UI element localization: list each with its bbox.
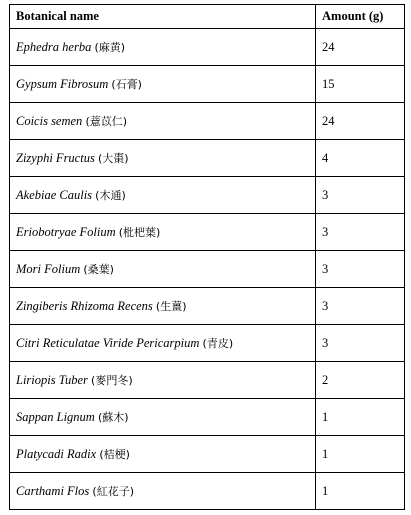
table-body <box>10 29 405 510</box>
table-row <box>10 214 405 251</box>
amount-cell: 1 <box>316 473 405 510</box>
botanical-name-cell <box>10 362 316 399</box>
chinese-name: (紅花子) <box>92 485 134 498</box>
chinese-name: (石膏) <box>111 78 142 91</box>
botanical-name-cell <box>10 177 316 214</box>
amount-cell: 24 <box>316 103 405 140</box>
latin-name: Mori Folium <box>16 262 81 276</box>
amount-cell: 4 <box>316 140 405 177</box>
botanical-name-cell <box>10 436 316 473</box>
latin-name: Ephedra herba <box>16 40 92 54</box>
chinese-name: (桑葉) <box>83 263 114 276</box>
table-row <box>10 29 405 66</box>
botanical-name-cell <box>10 140 316 177</box>
header-botanical-name: Botanical name <box>10 5 316 29</box>
table-row <box>10 251 405 288</box>
chinese-name: (青皮) <box>202 337 234 350</box>
botanical-name-cell <box>10 29 316 66</box>
chinese-name: (大棗) <box>97 152 129 165</box>
amount-cell: 2 <box>316 362 405 399</box>
latin-name: Zingiberis Rhizoma Recens <box>16 299 153 313</box>
chinese-name: (麻黄) <box>94 41 126 54</box>
chinese-name: (枇杷葉) <box>118 226 161 239</box>
header-amount: Amount (g) <box>316 5 405 29</box>
chinese-name: (薏苡仁) <box>85 115 128 128</box>
botanical-name-cell <box>10 214 316 251</box>
botanical-name-cell <box>10 103 316 140</box>
amount-cell: 1 <box>316 399 405 436</box>
table-row <box>10 325 405 362</box>
amount-cell: 3 <box>316 325 405 362</box>
table-row <box>10 140 405 177</box>
latin-name: Sappan Lignum <box>16 410 95 424</box>
latin-name: Citri Reticulatae Viride Pericarpium <box>16 336 200 350</box>
botanical-name-cell <box>10 288 316 325</box>
latin-name: Liriopis Tuber <box>16 373 88 387</box>
amount-cell: 3 <box>316 288 405 325</box>
latin-name: Akebiae Caulis <box>16 188 93 202</box>
amount-cell: 1 <box>316 436 405 473</box>
chinese-name: (麥門冬) <box>91 374 133 387</box>
latin-name: Eriobotryae Folium <box>16 225 116 239</box>
table-header-row <box>10 5 405 29</box>
amount-cell: 3 <box>316 251 405 288</box>
table-row <box>10 288 405 325</box>
table-row <box>10 473 405 510</box>
latin-name: Zizyphi Fructus <box>16 151 95 165</box>
botanical-name-cell <box>10 251 316 288</box>
table-row <box>10 362 405 399</box>
chinese-name: (桔梗) <box>99 448 130 461</box>
amount-cell: 3 <box>316 177 405 214</box>
botanical-name-cell <box>10 473 316 510</box>
latin-name: Carthami Flos <box>16 484 90 498</box>
latin-name: Coicis semen <box>16 114 83 128</box>
table-row <box>10 436 405 473</box>
amount-cell: 15 <box>316 66 405 103</box>
botanical-name-cell <box>10 399 316 436</box>
amount-cell: 24 <box>316 29 405 66</box>
table-row <box>10 399 405 436</box>
table-row <box>10 103 405 140</box>
botanical-amount-table <box>9 4 405 510</box>
latin-name: Platycadi Radix <box>16 447 97 461</box>
chinese-name: (生薑) <box>155 300 187 313</box>
chinese-name: (木通) <box>95 189 126 202</box>
table-row <box>10 177 405 214</box>
table-row <box>10 66 405 103</box>
chinese-name: (蘇木) <box>97 411 129 424</box>
botanical-name-cell <box>10 66 316 103</box>
amount-cell: 3 <box>316 214 405 251</box>
latin-name: Gypsum Fibrosum <box>16 77 109 91</box>
botanical-name-cell <box>10 325 316 362</box>
